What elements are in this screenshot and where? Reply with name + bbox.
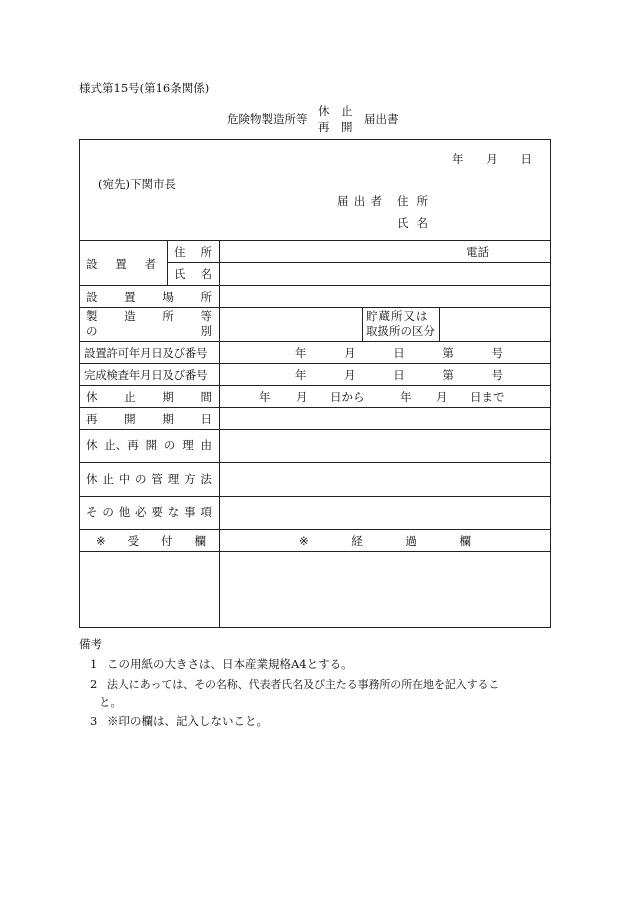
other-label: そ の 他 必 要 な 事 項 xyxy=(86,505,212,519)
storage-class-label-1: 貯蔵所又は xyxy=(366,309,429,323)
form-table xyxy=(79,139,551,628)
progress-label: ※ 経 過 欄 xyxy=(299,534,471,548)
notes-heading: 備考 xyxy=(79,637,102,651)
notifier-label: 届 出 者 xyxy=(337,194,382,208)
location-label: 設 置 場 所 xyxy=(86,290,212,304)
notifier-address-label: 住 所 xyxy=(397,194,428,208)
installer-phone-label: 電話 xyxy=(466,245,489,259)
inspection-value: 年 月 日 第 号 xyxy=(295,368,503,382)
note-2-text: 法人にあっては、その名称、代表者氏名及び主たる事務所の所在地を記入するこ xyxy=(107,678,500,691)
facility-type-label-2: の 別 xyxy=(86,324,212,338)
management-label: 休 止 中 の 管 理 方 法 xyxy=(86,472,212,486)
permit-value: 年 月 日 第 号 xyxy=(295,346,503,360)
suspension-period-label: 休 止 期 間 xyxy=(86,390,212,404)
installer-name-label: 氏 名 xyxy=(174,267,212,281)
title-option-suspend: 休 止 xyxy=(318,104,353,118)
title-main: 危険物製造所等 xyxy=(227,112,308,126)
note-3-text: ※印の欄は、記入しないこと。 xyxy=(107,714,268,728)
note-3-number: 3 xyxy=(90,714,98,728)
inspection-label: 完成検査年月日及び番号 xyxy=(84,368,208,382)
notifier-name-label: 氏 名 xyxy=(397,216,428,230)
permit-label: 設置許可年月日及び番号 xyxy=(84,346,208,360)
header-date: 年 月 日 xyxy=(452,152,532,166)
suspension-end-month: 月 xyxy=(436,390,448,404)
addressee: (宛先)下関市長 xyxy=(98,177,176,191)
note-2-number: 2 xyxy=(90,677,98,691)
reception-label: ※ 受 付 欄 xyxy=(96,534,206,548)
note-1-number: 1 xyxy=(90,657,98,671)
resume-date-label: 再 開 期 日 xyxy=(86,412,212,426)
suspension-start-day: 日から xyxy=(330,390,365,404)
reason-label: 休 止、再 開 の 理 由 xyxy=(86,438,212,452)
suspension-start-year: 年 xyxy=(259,390,271,404)
storage-class-label-2: 取扱所の区分 xyxy=(366,324,435,338)
title-option-resume: 再 開 xyxy=(318,120,353,134)
title-suffix: 届出書 xyxy=(364,112,399,126)
facility-type-label-1: 製 造 所 等 xyxy=(86,309,212,323)
form-id: 様式第15号(第16条関係) xyxy=(79,81,210,95)
note-1-text: この用紙の大きさは、日本産業規格A4とする。 xyxy=(107,657,353,671)
note-2-text-cont: と。 xyxy=(99,695,122,709)
suspension-start-month: 月 xyxy=(296,390,308,404)
installer-label: 設 置 者 xyxy=(86,257,156,271)
suspension-end-year: 年 xyxy=(400,390,412,404)
suspension-end-day: 日まで xyxy=(470,390,505,404)
installer-address-label: 住 所 xyxy=(174,245,212,259)
